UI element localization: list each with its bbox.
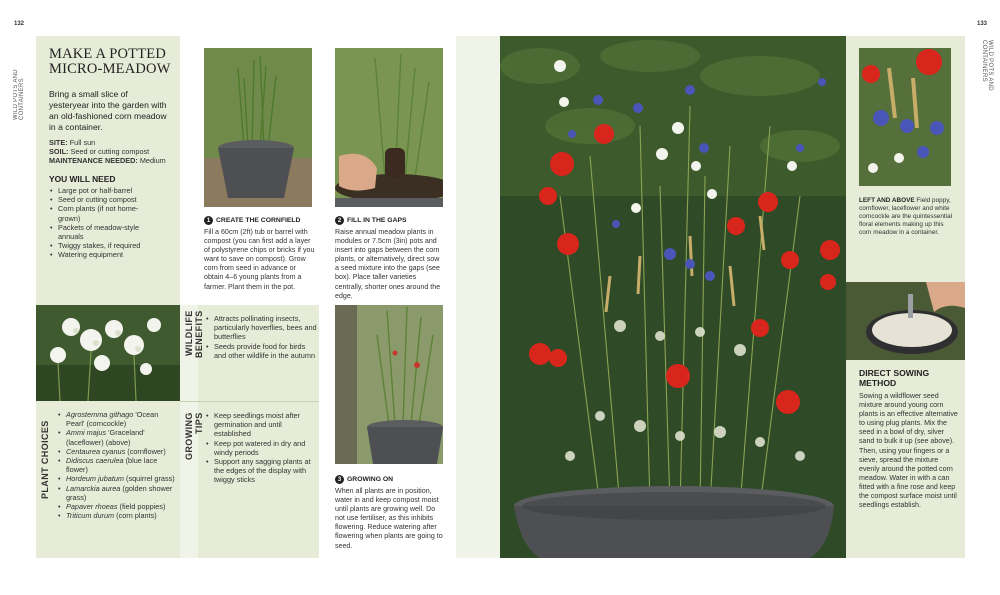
plant-common: (field poppies) (117, 502, 166, 512)
list-item: • Seed or cutting compost (49, 195, 149, 204)
step-title: FILL IN THE GAPS (347, 217, 407, 224)
step-title: GROWING ON (347, 476, 394, 483)
title-line-1: MAKE A POTTED (49, 46, 166, 62)
plant-latin: Agrostemma githago (66, 410, 134, 419)
plant-common: 'Graceland' (laceflower) (above) (66, 428, 145, 447)
caption-lead: LEFT AND ABOVE (859, 197, 915, 204)
step-2 (335, 216, 445, 301)
plant-latin: Didiscus caerulea (66, 456, 124, 466)
benefits-divider (180, 401, 319, 402)
site-value: Full sun (69, 138, 96, 147)
step-1 (204, 216, 316, 292)
plant-latin: Centaurea cyanus (66, 446, 126, 456)
list-item (57, 474, 177, 483)
step-number: 1 (204, 216, 213, 225)
list-item: • Large pot or half-barrel (49, 186, 149, 195)
step-1-text: Fill a 60cm (2ft) tub or barrel with compost (you can first add a layer of polystyrene chips or bricks if you want to save on compost). Grow corn from seed in advance or obtain 4–6 young plants from a farmer. Plant them in the pot. (204, 228, 315, 291)
list-item (57, 456, 177, 474)
plant-choices-list (57, 410, 177, 520)
step-3-text: When all plants are in position, water in and keep compost moist until plants are growing well. Do not use fertiliser, as this inhibits flowering. Reduce watering after flowering when plants are going to seed. (335, 487, 443, 550)
title-line-2: MICRO-MEADOW (49, 61, 171, 77)
plant-latin: Ammi majus (66, 428, 107, 438)
plant-latin: Hordeum jubatum (66, 474, 124, 484)
page-number-left: 132 (14, 21, 25, 27)
list-item (57, 428, 177, 446)
main-meadow-photo (500, 36, 846, 558)
step-3 (335, 475, 445, 551)
running-head-right: WILD POTS AND CONTAINERS (981, 40, 993, 91)
step1-photo (204, 48, 312, 207)
step-2-heading (335, 216, 445, 225)
wildlife-benefits-list (205, 314, 317, 360)
direct-sowing-heading (859, 368, 959, 388)
list-item (57, 484, 177, 502)
step2-photo (335, 48, 443, 207)
list-item (57, 447, 177, 456)
maintenance-label: MAINTENANCE NEEDED: (49, 156, 138, 166)
step-2-text: Raise annual meadow plants in modules or 7.5cm (3in) pots and insert into gaps between the corn plants, or alternatively, direct sow a seed mixture into the gaps (see box). Place taller varieties centrally, shorter ones around the edge. (335, 228, 441, 300)
photo-caption (859, 197, 957, 237)
plant-latin: Lamarckia aurea (66, 483, 121, 493)
plant-common: (squirrel grass) (124, 474, 175, 484)
intro-text: Bring a small slice of yesteryear into the garden with an old-fashioned corn meadow in a container. (49, 89, 167, 132)
list-item: • Corn plants (if not home-grown) (49, 204, 149, 222)
plant-common: (cornflower) (125, 446, 166, 456)
plant-common: 'Ocean Pearl' (corncockle) (66, 410, 159, 429)
detail-flowers-photo (859, 48, 951, 186)
soil-value: Seed or cutting compost (70, 147, 150, 157)
maintenance-value: Medium (139, 156, 166, 166)
step-3-heading (335, 475, 445, 484)
plant-latin: Papaver rhoeas (66, 502, 118, 512)
gutter-strip (456, 36, 500, 558)
growing-tips-list (205, 411, 317, 485)
plant-common: (blue lace flower) (66, 456, 158, 475)
list-item: • Twiggy stakes, if required (49, 241, 149, 250)
list-item: • Watering equipment (49, 250, 149, 259)
you-will-need-list (49, 186, 149, 260)
running-head-left: WILD POTS AND CONTAINERS (13, 69, 25, 120)
list-item (57, 511, 177, 520)
sowing-photo (846, 282, 965, 360)
site-label: SITE: (49, 138, 68, 147)
step3-photo (335, 305, 443, 464)
page-number-right: 133 (977, 21, 988, 27)
list-item: • Seeds provide food for birds and other wildlife in the autumn (205, 342, 317, 360)
you-will-need-heading: YOU WILL NEED (49, 174, 116, 184)
list-item: • Keep seedlings moist after germination and until established (205, 411, 317, 439)
plant-common: (golden shower grass) (66, 483, 173, 502)
soil-label: SOIL: (49, 147, 69, 157)
heading-line-1: DIRECT SOWING (859, 368, 930, 378)
project-title (49, 47, 179, 77)
list-item (57, 410, 177, 428)
growing-tips-heading: GROWING TIPS (184, 412, 204, 460)
list-item: • Support any sagging plants at the edges of the display with twiggy sticks (205, 457, 317, 485)
plant-latin: Triticum durum (66, 511, 115, 521)
step-number: 3 (335, 475, 344, 484)
list-item: • Keep pot watered in dry and windy periods (205, 439, 317, 457)
plant-common: (corn plants) (114, 511, 157, 521)
wildlife-benefits-heading: WILDLIFE BENEFITS (184, 310, 204, 358)
heading-line-2: METHOD (859, 378, 897, 388)
step-number: 2 (335, 216, 344, 225)
list-item: • Packets of meadow-style annuals (49, 223, 149, 241)
laceflower-photo (36, 305, 180, 401)
caption-text: Field poppy, cornflower, laceflower and white corncockle are the quintessential floral elements making up this corn meadow in a container. (859, 197, 953, 237)
direct-sowing-text: Sowing a wildflower seed mixture around young corn plants is an effective alternative to using plug plants. Mix the seed in a bowl of dry, silver sand to bulk it up (see above). Then, using your fingers or a sieve, spread the mixture evenly around the potted corn meadow. Water in with a can fitted with a fine rose and keep the compost surface moist until seedlings establish. (859, 392, 958, 510)
step-1-heading (204, 216, 316, 225)
list-item (57, 502, 177, 511)
site-info (49, 138, 179, 166)
plant-choices-heading: PLANT CHOICES (40, 420, 50, 499)
list-item: • Attracts pollinating insects, particularly hoverflies, bees and butterflies (205, 314, 317, 342)
step-title: CREATE THE CORNFIELD (216, 217, 301, 224)
